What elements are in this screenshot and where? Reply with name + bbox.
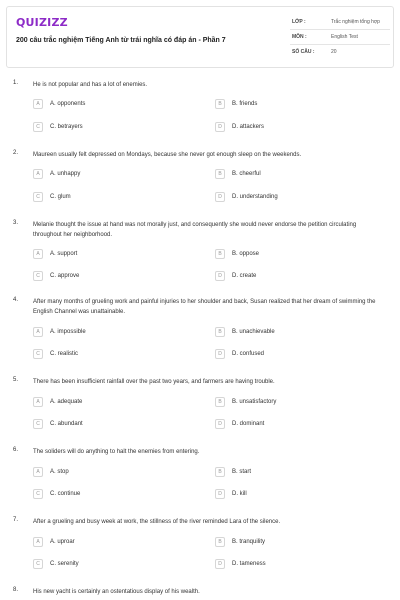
option-text: C. glum [50,194,71,200]
quizizz-logo: QUIZIZZ [16,16,68,29]
question-number: 7. [13,517,19,523]
option-letter-box: D [215,192,225,202]
option-text: B. unachievable [232,329,275,335]
option-letter-box: A [33,467,43,477]
meta-row-class [290,15,390,30]
question-text: His new yacht is certainly an ostentatious display of his wealth. [33,589,200,595]
option-letter-box: C [33,559,43,569]
option-letter-box: B [215,169,225,179]
option-letter-box: B [215,467,225,477]
option-text: A. support [50,251,78,257]
option-letter-box: D [215,349,225,359]
option-letter-box: D [215,419,225,429]
option-letter-box: B [215,99,225,109]
option-text: A. adequate [50,399,83,405]
meta-label: SỐ CÂU : [292,49,315,55]
option-text: D. tameness [232,561,266,567]
option-text: A. opponents [50,101,86,107]
option-text: B. start [232,469,252,475]
worksheet-title: 200 câu trắc nghiệm Tiếng Anh từ trái nghĩa có đáp án - Phần 7 [16,37,226,44]
question-number: 5. [13,377,19,383]
question-text: After a grueling and busy week at work, the stillness of the river reminded Lara of the silence. [33,519,281,525]
question-text: Melanie thought the issue at hand was not morally just, and consequently she would never endorse the petition circulating throughout her neighborhood. [33,222,357,238]
option-letter-box: C [33,419,43,429]
option-letter-box: C [33,271,43,281]
option-text: D. attackers [232,124,265,130]
worksheet-header [6,6,394,68]
question-number: 1. [13,80,19,86]
option-letter-box: A [33,249,43,259]
option-text: B. unsatisfactory [232,399,277,405]
option-text: D. create [232,273,257,279]
option-text: C. approve [50,273,80,279]
option-letter-box: D [215,122,225,132]
meta-value: 20 [331,49,337,55]
question-text: Maureen usually felt depressed on Mondays, because she never got enough sleep on the weekends. [33,152,302,158]
meta-label: MÔN : [292,34,307,40]
option-letter-box: C [33,489,43,499]
meta-value: Trắc nghiệm tổng hợp [331,19,380,25]
option-letter-box: C [33,349,43,359]
question-text: The soliders will do anything to halt the enemies from entering. [33,449,200,455]
question-text: He is not popular and has a lot of enemies. [33,82,148,88]
option-letter-box: C [33,122,43,132]
option-text: C. abundant [50,421,83,427]
option-text: D. confused [232,351,265,357]
option-letter-box: D [215,559,225,569]
option-letter-box: A [33,537,43,547]
option-text: C. continue [50,491,81,497]
question-text: There has been insufficient rainfall over the past two years, and farmers are having trouble. [33,379,275,385]
option-letter-box: B [215,537,225,547]
meta-value: English Test [331,34,358,40]
question-number: 6. [13,447,19,453]
meta-row-count [290,45,390,60]
question-number: 3. [13,220,19,226]
option-text: C. betrayers [50,124,83,130]
option-text: A. stop [50,469,69,475]
option-text: B. tranquility [232,539,266,545]
option-text: A. impossible [50,329,86,335]
option-text: A. unhappy [50,171,81,177]
option-text: B. oppose [232,251,260,257]
option-text: D. dominant [232,421,265,427]
option-letter-box: B [215,327,225,337]
question-number: 4. [13,297,19,303]
option-text: C. realistic [50,351,79,357]
option-letter-box: A [33,327,43,337]
meta-label: LỚP : [292,19,306,25]
option-text: A. uproar [50,539,75,545]
option-text: B. friends [232,101,258,107]
option-letter-box: D [215,489,225,499]
option-letter-box: A [33,99,43,109]
option-text: D. kill [232,491,247,497]
question-text: After many months of grueling work and painful injuries to her shoulder and back, Susan realized that her dream of swimming the English Channel was unattainable. [33,299,376,315]
question-number: 8. [13,587,19,593]
option-letter-box: B [215,397,225,407]
question-number: 2. [13,150,19,156]
option-letter-box: B [215,249,225,259]
option-text: D. understanding [232,194,278,200]
option-letter-box: D [215,271,225,281]
option-letter-box: C [33,192,43,202]
worksheet-meta [290,15,390,60]
option-text: C. serenity [50,561,79,567]
option-letter-box: A [33,397,43,407]
option-text: B. cheerful [232,171,261,177]
option-letter-box: A [33,169,43,179]
meta-row-subject [290,30,390,45]
